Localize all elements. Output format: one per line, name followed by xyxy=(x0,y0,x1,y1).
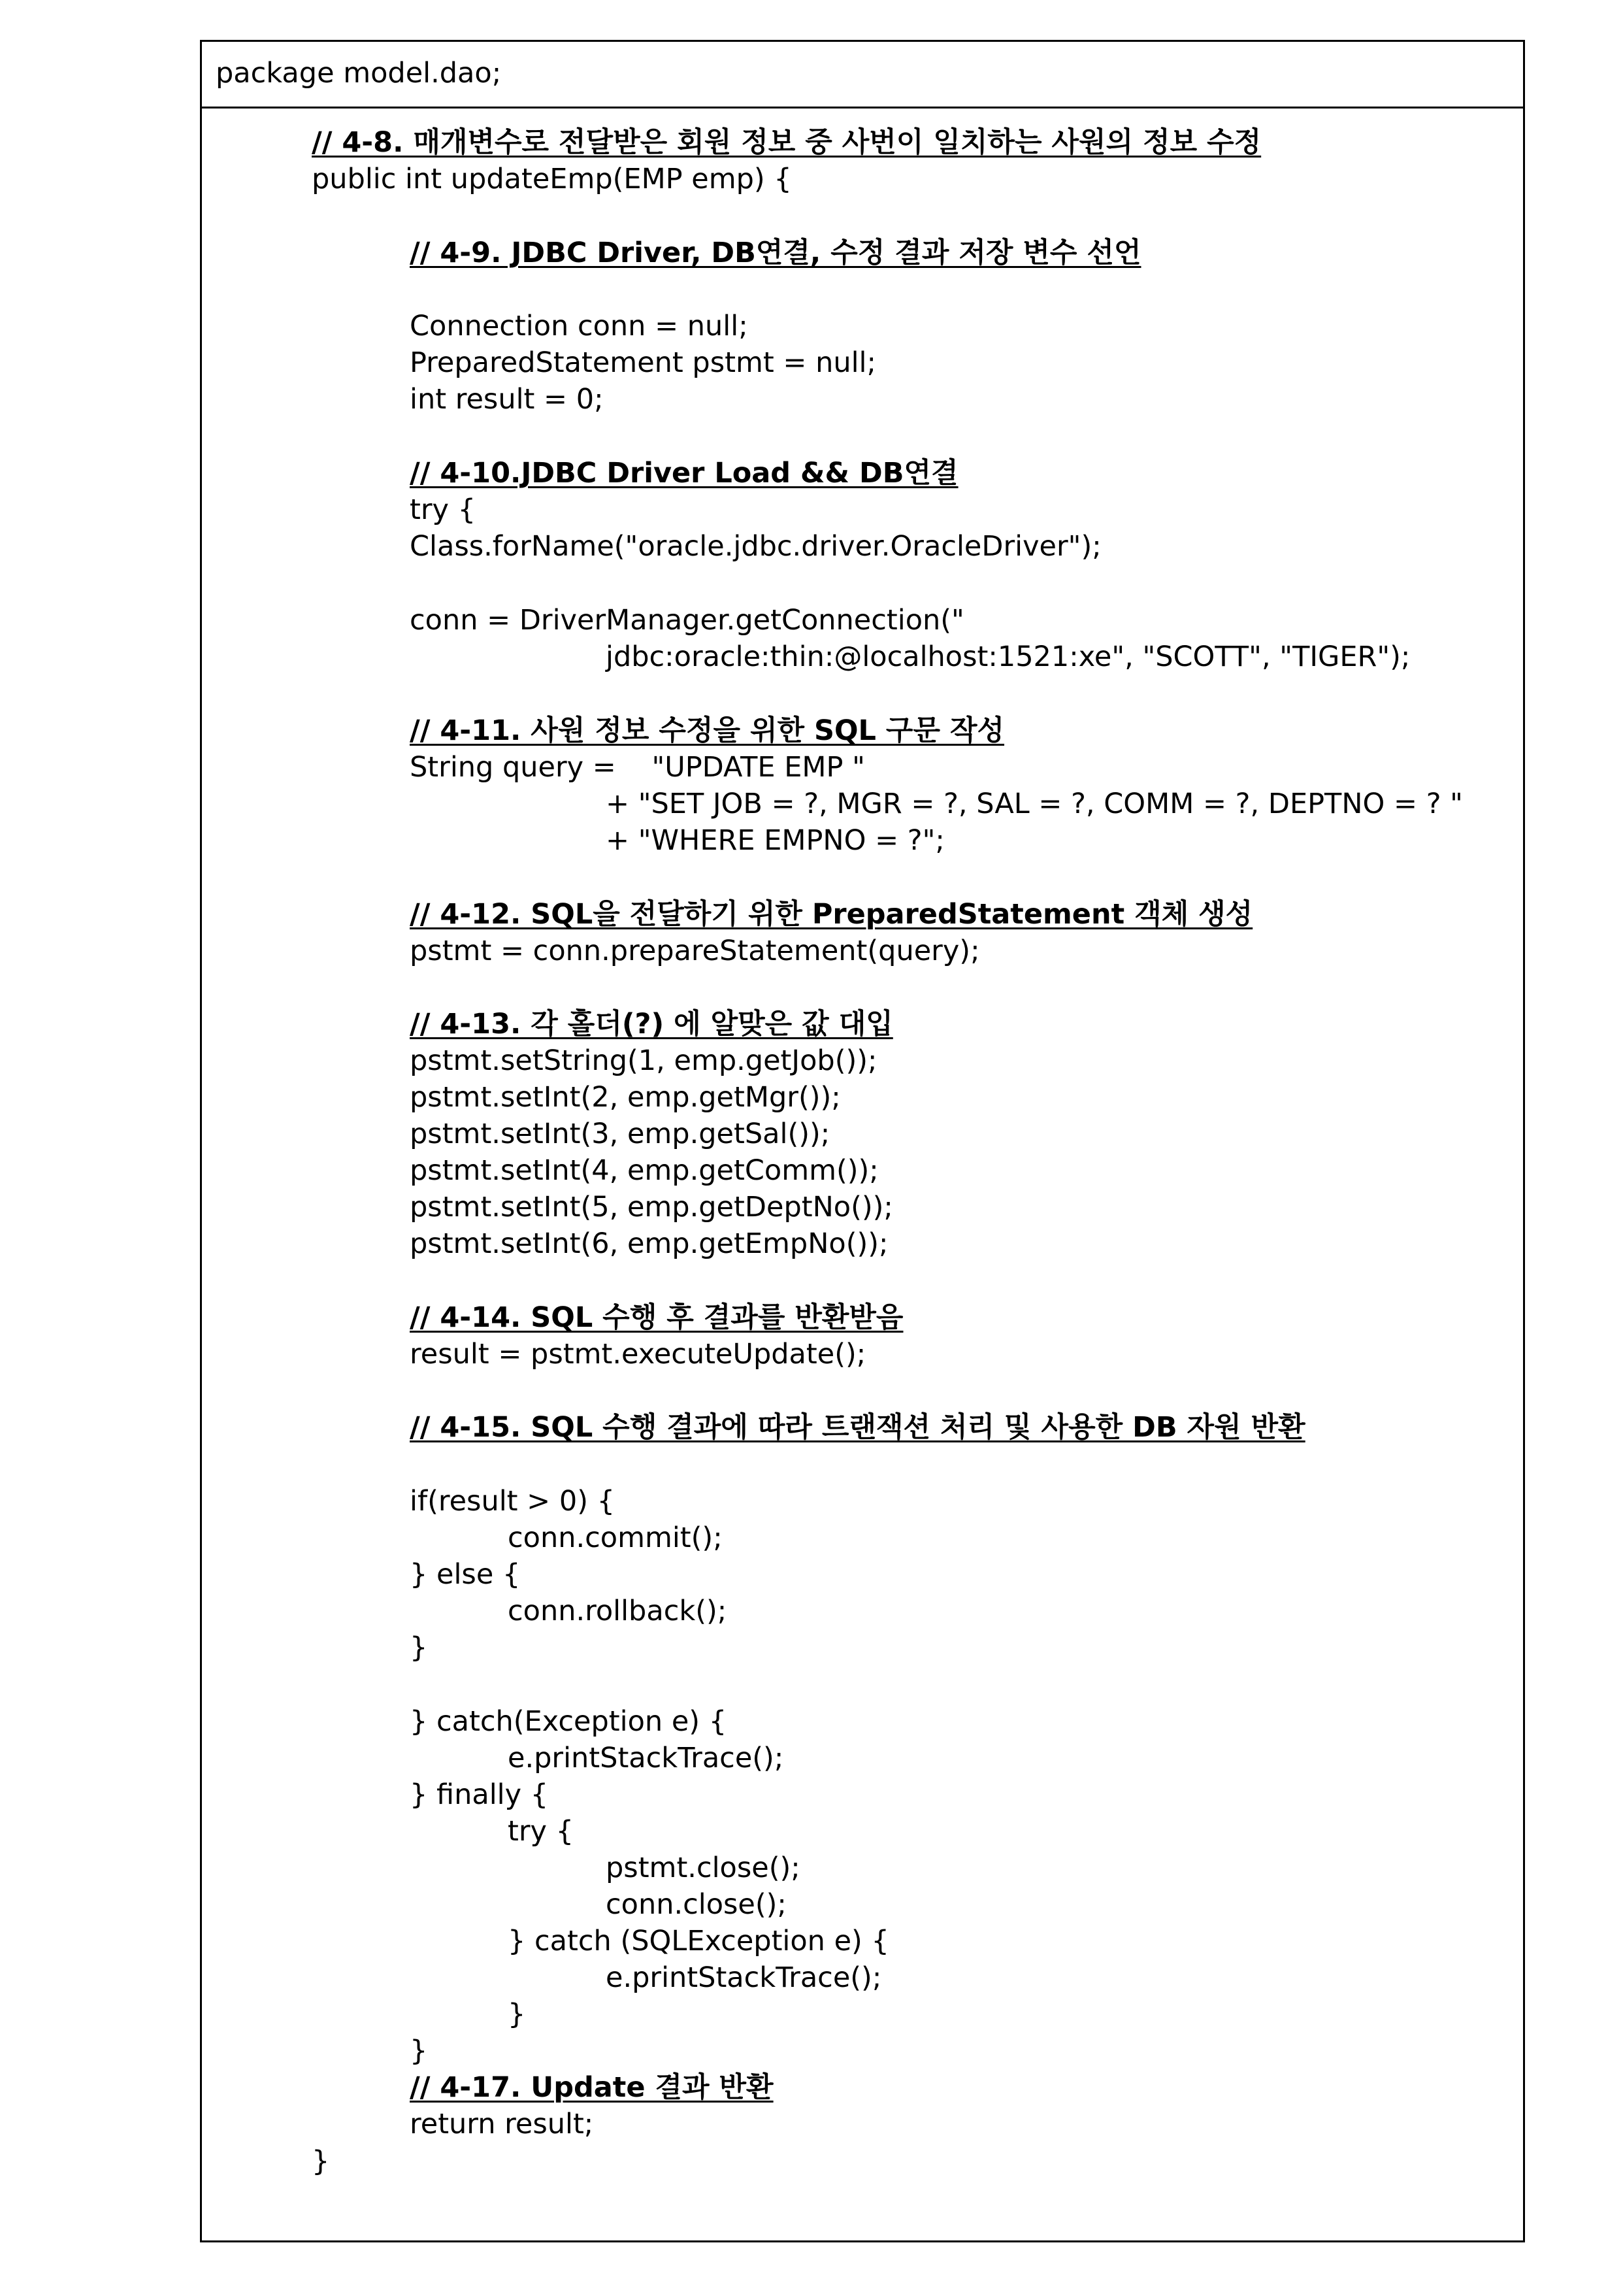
code-line: } xyxy=(312,2145,330,2178)
code-comment-line: // 4-15. SQL 수행 결과에 따라 트랜잭션 처리 및 사용한 DB 자원 반환 xyxy=(410,1411,1305,1444)
code-comment-line: // 4-14. SQL 수행 후 결과를 반환받음 xyxy=(410,1301,904,1334)
code-line: pstmt.setInt(3, emp.getSal()); xyxy=(410,1118,830,1150)
code-line: pstmt = conn.prepareStatement(query); xyxy=(410,935,980,967)
code-line: Class.forName("oracle.jdbc.driver.OracleDriver"); xyxy=(410,530,1102,563)
code-line: + "SET JOB = ?, MGR = ?, SAL = ?, COMM = ?, DEPTNO = ? " xyxy=(606,788,1463,820)
code-line: pstmt.setInt(6, emp.getEmpNo()); xyxy=(410,1227,889,1260)
code-comment-line: // 4-9. JDBC Driver, DB연결, 수정 결과 저장 변수 선언 xyxy=(410,237,1141,269)
code-line: } finally { xyxy=(410,1778,549,1811)
code-line: jdbc:oracle:thin:@localhost:1521:xe", "SCOTT", "TIGER"); xyxy=(606,641,1411,673)
code-line: } catch(Exception e) { xyxy=(410,1705,727,1738)
code-line: e.printStackTrace(); xyxy=(606,1961,882,1994)
code-comment-line: // 4-10.JDBC Driver Load && DB연결 xyxy=(410,457,959,490)
code-line: pstmt.setInt(5, emp.getDeptNo()); xyxy=(410,1191,893,1223)
code-line: + "WHERE EMPNO = ?"; xyxy=(606,824,945,857)
package-declaration: package model.dao; xyxy=(216,57,502,90)
code-line: public int updateEmp(EMP emp) { xyxy=(312,163,792,195)
code-line: pstmt.setInt(4, emp.getComm()); xyxy=(410,1154,879,1187)
code-line: try { xyxy=(410,493,476,526)
code-comment-line: // 4-8. 매개변수로 전달받은 회원 정보 중 사번이 일치하는 사원의 정보 수정 xyxy=(312,126,1262,159)
code-line: e.printStackTrace(); xyxy=(508,1742,784,1774)
code-line: pstmt.close(); xyxy=(606,1852,800,1884)
code-line: int result = 0; xyxy=(410,383,604,416)
code-line: conn.commit(); xyxy=(508,1522,723,1554)
code-line: try { xyxy=(508,1815,574,1848)
code-line: Connection conn = null; xyxy=(410,310,748,342)
code-line: pstmt.setInt(2, emp.getMgr()); xyxy=(410,1081,841,1114)
code-line: result = pstmt.executeUpdate(); xyxy=(410,1338,866,1371)
code-line: conn.close(); xyxy=(606,1888,787,1921)
package-header xyxy=(202,42,1523,108)
code-comment-line: // 4-13. 각 홀더(?) 에 알맞은 값 대입 xyxy=(410,1008,893,1040)
code-line: } xyxy=(508,1998,526,2031)
code-line: conn.rollback(); xyxy=(508,1595,727,1627)
code-line: if(result > 0) { xyxy=(410,1485,615,1518)
code-comment-line: // 4-11. 사원 정보 수정을 위한 SQL 구문 작성 xyxy=(410,714,1005,747)
code-comment-line: // 4-17. Update 결과 반환 xyxy=(410,2071,774,2104)
code-line: PreparedStatement pstmt = null; xyxy=(410,346,876,379)
code-line: } catch (SQLException e) { xyxy=(508,1925,889,1957)
code-line: } else { xyxy=(410,1558,521,1591)
code-line: } xyxy=(410,1631,428,1664)
code-document-frame xyxy=(200,40,1525,2242)
code-line: return result; xyxy=(410,2108,594,2140)
code-line: } xyxy=(410,2035,428,2067)
code-comment-line: // 4-12. SQL을 전달하기 위한 PreparedStatement 객체 생성 xyxy=(410,898,1253,931)
code-line: pstmt.setString(1, emp.getJob()); xyxy=(410,1044,877,1077)
code-line: conn = DriverManager.getConnection(" xyxy=(410,604,964,637)
code-line: String query = "UPDATE EMP " xyxy=(410,751,865,784)
